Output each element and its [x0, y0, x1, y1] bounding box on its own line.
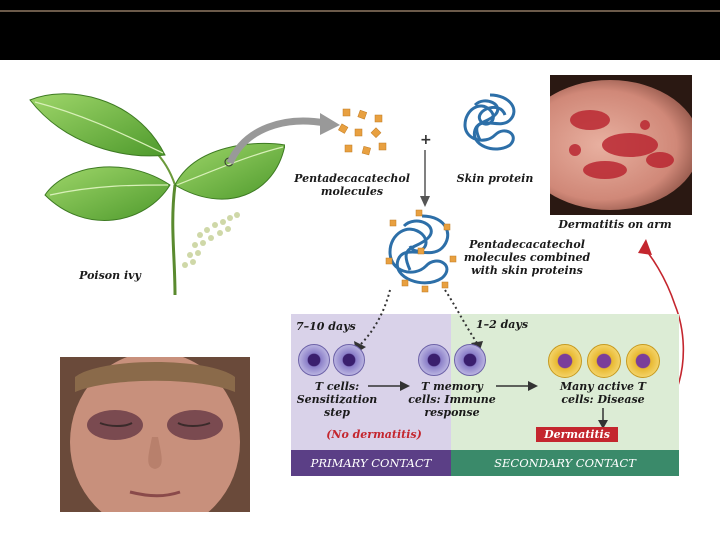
active-t-cell-icon	[626, 344, 660, 378]
poison-ivy-label: Poison ivy	[79, 269, 141, 282]
curved-arrow	[225, 108, 345, 168]
skin-protein-label: Skin protein	[456, 172, 534, 185]
t-cell-icon	[298, 344, 330, 376]
active-t-cell-icon	[587, 344, 621, 378]
t-cell-icon	[333, 344, 365, 376]
protein-coil-icon	[455, 90, 525, 160]
t-cells-label: T cells: Sensitization step	[296, 380, 378, 419]
days-1-2-label: 1–2 days	[475, 318, 529, 331]
t-memory-cell-icon	[454, 344, 486, 376]
rash-arm-photo	[550, 75, 692, 215]
active-t-cell-icon	[548, 344, 582, 378]
t-memory-label: T memory cells: Immune response	[408, 380, 496, 419]
molecule-cluster	[335, 105, 395, 165]
title-bar	[0, 0, 720, 60]
title-bar-rule	[0, 10, 720, 12]
plus-sign: +	[420, 132, 432, 148]
t-memory-cell-icon	[418, 344, 450, 376]
dermatitis-arm-label: Dermatitis on arm	[558, 218, 672, 231]
leaf-left	[45, 167, 170, 221]
days-7-10-label: 7–10 days	[296, 320, 356, 333]
no-dermatitis-label: (No dermatitis)	[326, 428, 422, 441]
leaf-top	[30, 94, 165, 156]
secondary-contact-bar: SECONDARY CONTACT	[451, 450, 679, 476]
arrow-to-active	[494, 378, 540, 394]
down-arrow	[415, 150, 435, 210]
primary-contact-bar: PRIMARY CONTACT	[291, 450, 451, 476]
combined-label: Pentadecacatechol molecules combined with skin proteins	[463, 238, 591, 277]
dermatitis-box: Dermatitis	[536, 427, 618, 442]
face-photo	[60, 357, 250, 512]
pentadecacatechol-label: Pentadecacatechol molecules	[294, 172, 410, 198]
many-active-label: Many active T cells: Disease	[559, 380, 646, 406]
